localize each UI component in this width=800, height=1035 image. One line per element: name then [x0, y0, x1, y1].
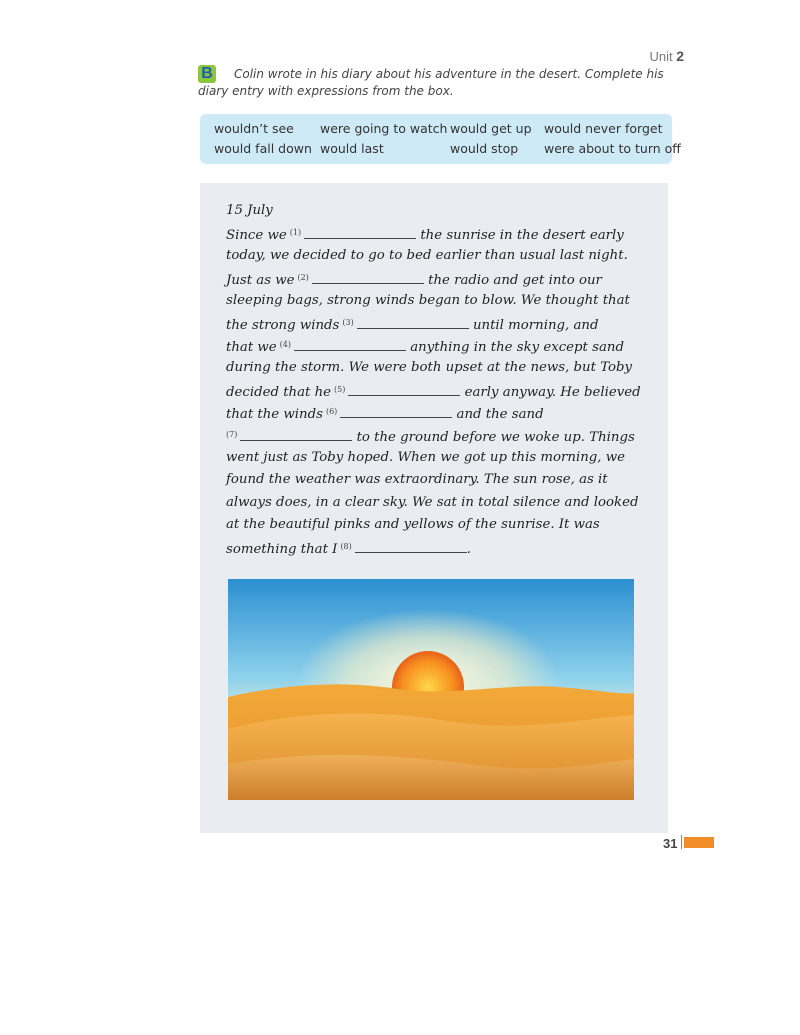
diary-line: always does, in a clear sky. We sat in total silence and looked: [226, 495, 639, 510]
diary-line: the strong winds $^{(3)}$ until morning, and: [226, 318, 599, 333]
diary-panel: [200, 183, 668, 833]
diary-line: during the storm. We were both upset at the news, but Toby: [226, 360, 633, 375]
unit-label: Unit 2: [649, 48, 684, 64]
word-box-item: would fall down: [214, 141, 312, 156]
word-box-item: were about to turn off: [544, 141, 681, 156]
answer-blank-8[interactable]: [355, 540, 467, 553]
word-box-item: would stop: [450, 141, 519, 156]
answer-blank-3[interactable]: [357, 316, 469, 329]
word-box-item: were going to watch: [320, 121, 448, 136]
answer-blank-5[interactable]: [348, 383, 460, 396]
blank-number: (2): [297, 273, 309, 282]
word-box: [200, 114, 681, 164]
diary-date: 15 July: [226, 203, 273, 218]
word-box-item: would last: [320, 141, 384, 156]
answer-blank-7[interactable]: [240, 428, 352, 441]
word-box-item: would get up: [450, 121, 532, 136]
diary-line: decided that he $^{(5)}$ early anyway. He believed: [226, 385, 641, 400]
diary-line: sleeping bags, strong winds began to blow. We thought that: [226, 293, 630, 308]
diary-line: today, we decided to go to bed earlier than usual last night.: [226, 248, 628, 263]
diary-line: found the weather was extraordinary. The sun rose, as it: [226, 472, 608, 487]
diary-line: $^{(7)}$ to the ground before we woke up. Things: [226, 430, 635, 445]
desert-sunrise-image: [228, 579, 634, 800]
diary-line: that we $^{(4)}$ anything in the sky except sand: [226, 340, 624, 355]
diary-line: went just as Toby hoped. When we got up this morning, we: [226, 450, 625, 465]
diary-line: Just as we $^{(2)}$ the radio and get into our: [226, 273, 602, 288]
blank-number: (6): [325, 407, 338, 416]
diary-line: at the beautiful pinks and yellows of the sunrise. It was: [226, 517, 600, 532]
page-accent-bar: [684, 837, 714, 848]
answer-blank-6[interactable]: [340, 405, 452, 418]
diary-line: Since we $^{(1)}$ the sunrise in the desert early: [226, 228, 624, 243]
diary-line: that the winds $^{(6)}$ and the sand: [226, 407, 544, 422]
blank-number: (1): [289, 228, 302, 237]
blank-number: (7): [226, 430, 238, 439]
answer-blank-4[interactable]: [294, 338, 406, 351]
blank-number: (3): [342, 318, 354, 327]
diary-line: something that I $^{(8)}$ .: [226, 542, 472, 557]
word-box-item: would never forget: [544, 121, 663, 136]
exercise-instruction: Colin wrote in his diary about his adventure in the desert. Complete his diary entry with expressions from the box.: [198, 67, 664, 98]
page-divider: [681, 835, 682, 849]
page-number: 31: [663, 836, 678, 851]
blank-number: (8): [340, 542, 352, 551]
answer-blank-1[interactable]: [304, 226, 416, 239]
exercise-letter-badge: B: [198, 65, 216, 83]
answer-blank-2[interactable]: [312, 271, 424, 284]
blank-number: (5): [334, 385, 346, 394]
word-box-item: wouldn’t see: [214, 121, 294, 136]
blank-number: (4): [279, 340, 291, 349]
